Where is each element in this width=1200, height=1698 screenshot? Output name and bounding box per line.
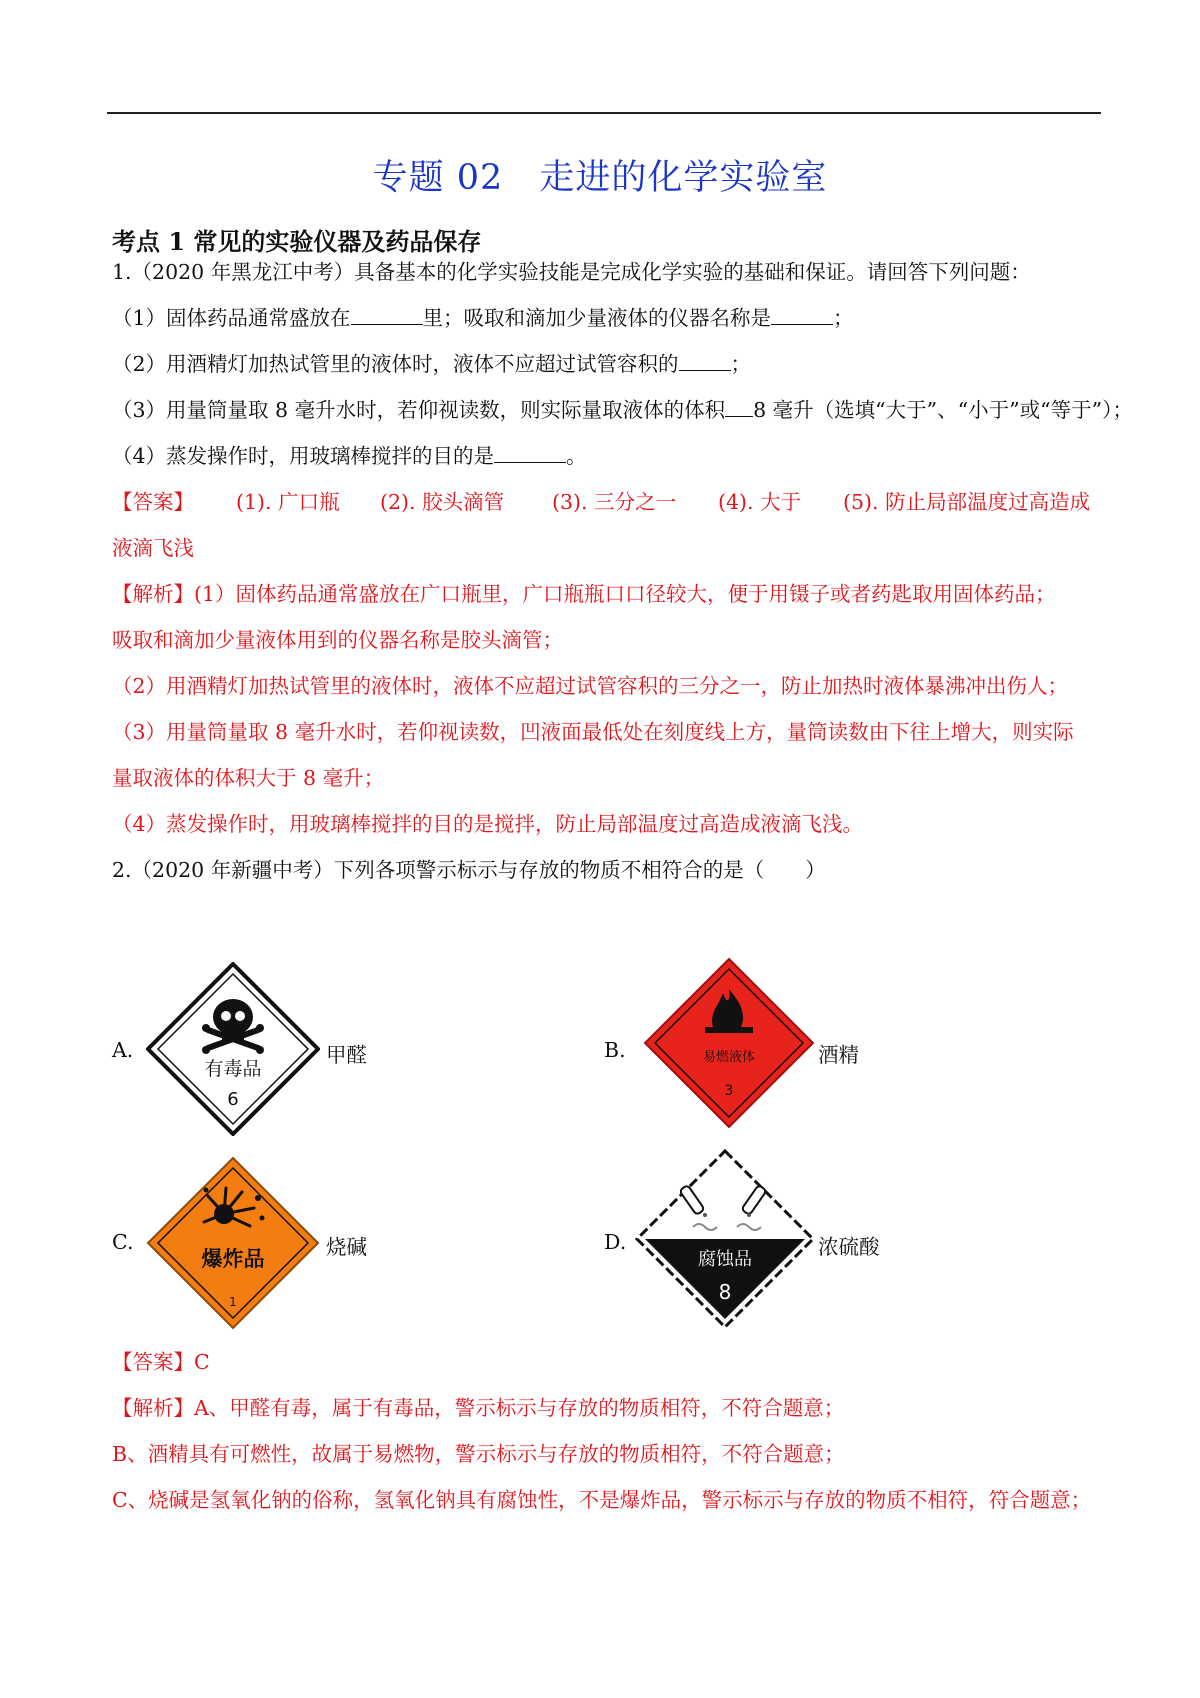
- analysis-line: （2）用酒精灯加热试管里的液体时，液体不应超过试管容积的三分之一，防止加热时液体暴沸冲出伤人；: [112, 674, 1069, 698]
- toxic-sign-icon: [146, 962, 320, 1136]
- answer-blank[interactable]: [771, 322, 833, 325]
- answer-item: (2). 胶头滴管: [380, 490, 505, 514]
- answer-blank[interactable]: [351, 322, 423, 325]
- sign-label: 易燃液体: [702, 1050, 756, 1065]
- question-2-answer: 【答案】C: [112, 1350, 210, 1374]
- question-1-part-2: （2）用酒精灯加热试管里的液体时，液体不应超过试管容积的 ；: [112, 352, 752, 376]
- sign-number: 3: [724, 1083, 734, 1099]
- flammable-sign-icon: [643, 957, 815, 1129]
- answer-blank[interactable]: [494, 460, 566, 463]
- analysis-line: 吸取和滴加少量液体用到的仪器名称是胶头滴管；: [112, 628, 563, 652]
- analysis-line: （3）用量筒量取 8 毫升水时，若仰视读数，凹液面最低处在刻度线上方，量筒读数由下往上增大，则实际: [112, 720, 1074, 744]
- option-c-letter: C.: [112, 1230, 134, 1254]
- sign-label: 爆炸品: [201, 1247, 265, 1271]
- header-rule: [107, 112, 1101, 114]
- option-a-letter: A.: [112, 1038, 134, 1062]
- answer-item: (4). 大于: [718, 490, 802, 514]
- option-a-substance: 甲醛: [326, 1043, 367, 1067]
- option-d-substance: 浓硫酸: [818, 1235, 880, 1259]
- corrosive-sign-icon: [635, 1149, 815, 1329]
- option-c-substance: 烧碱: [326, 1235, 367, 1259]
- option-d-letter: D.: [604, 1230, 627, 1254]
- analysis-line: 【解析】A、甲醛有毒，属于有毒品，警示标示与存放的物质相符，不符合题意；: [112, 1396, 845, 1420]
- question-1-answer: 【答案】: [112, 490, 194, 514]
- page-title: 专题 02 走进的化学实验室: [372, 158, 828, 198]
- analysis-line: B、酒精具有可燃性，故属于易燃物，警示标示与存放的物质相符，不符合题意；: [112, 1442, 845, 1466]
- analysis-line: 【解析】(1）固体药品通常盛放在广口瓶里，广口瓶瓶口口径较大，便于用镊子或者药匙取用固体药品；: [112, 582, 1056, 606]
- question-1-part-3: （3）用量筒量取 8 毫升水时，若仰视读数，则实际量取液体的体积 8 毫升（选填“大于”、“小于”或“等于”）；: [112, 398, 1133, 422]
- question-2-stem: 2.（2020 年新疆中考）下列各项警示标示与存放的物质不相符合的是（ ）: [112, 858, 826, 882]
- analysis-line: （4）蒸发操作时，用玻璃棒搅拌的目的是搅拌，防止局部温度过高造成液滴飞浅。: [112, 812, 864, 836]
- analysis-line: 量取液体的体积大于 8 毫升；: [112, 766, 385, 790]
- answer-item: (5). 防止局部温度过高造成: [843, 490, 1091, 514]
- answer-item: (1). 广口瓶: [236, 490, 340, 514]
- sign-number: 1: [229, 1295, 237, 1309]
- answer-continuation: 液滴飞浅: [112, 536, 194, 560]
- answer-blank[interactable]: [725, 414, 753, 417]
- sign-number: 6: [227, 1089, 239, 1110]
- sign-label: 腐蚀品: [698, 1249, 752, 1270]
- option-b-letter: B.: [604, 1038, 626, 1062]
- question-1-part-4: （4）蒸发操作时，用玻璃棒搅拌的目的是 。: [112, 444, 587, 468]
- question-1-part-1: （1）固体药品通常盛放在 里；吸取和滴加少量液体的仪器名称是 ；: [112, 306, 854, 330]
- analysis-line: C、烧碱是氢氧化钠的俗称，氢氧化钠具有腐蚀性，不是爆炸品，警示标示与存放的物质不相符，符合题意；: [112, 1488, 1092, 1512]
- question-1-stem: 1.（2020 年黑龙江中考）具备基本的化学实验技能是完成化学实验的基础和保证。请回答下列问题：: [112, 260, 1031, 284]
- explosive-sign-icon: [146, 1156, 320, 1330]
- option-b-substance: 酒精: [818, 1043, 859, 1067]
- sign-label: 有毒品: [204, 1058, 262, 1080]
- section-heading: 考点 1 常见的实验仪器及药品保存: [112, 227, 482, 256]
- answer-blank[interactable]: [679, 368, 731, 371]
- sign-number: 8: [718, 1280, 732, 1304]
- answer-item: (3). 三分之一: [552, 490, 677, 514]
